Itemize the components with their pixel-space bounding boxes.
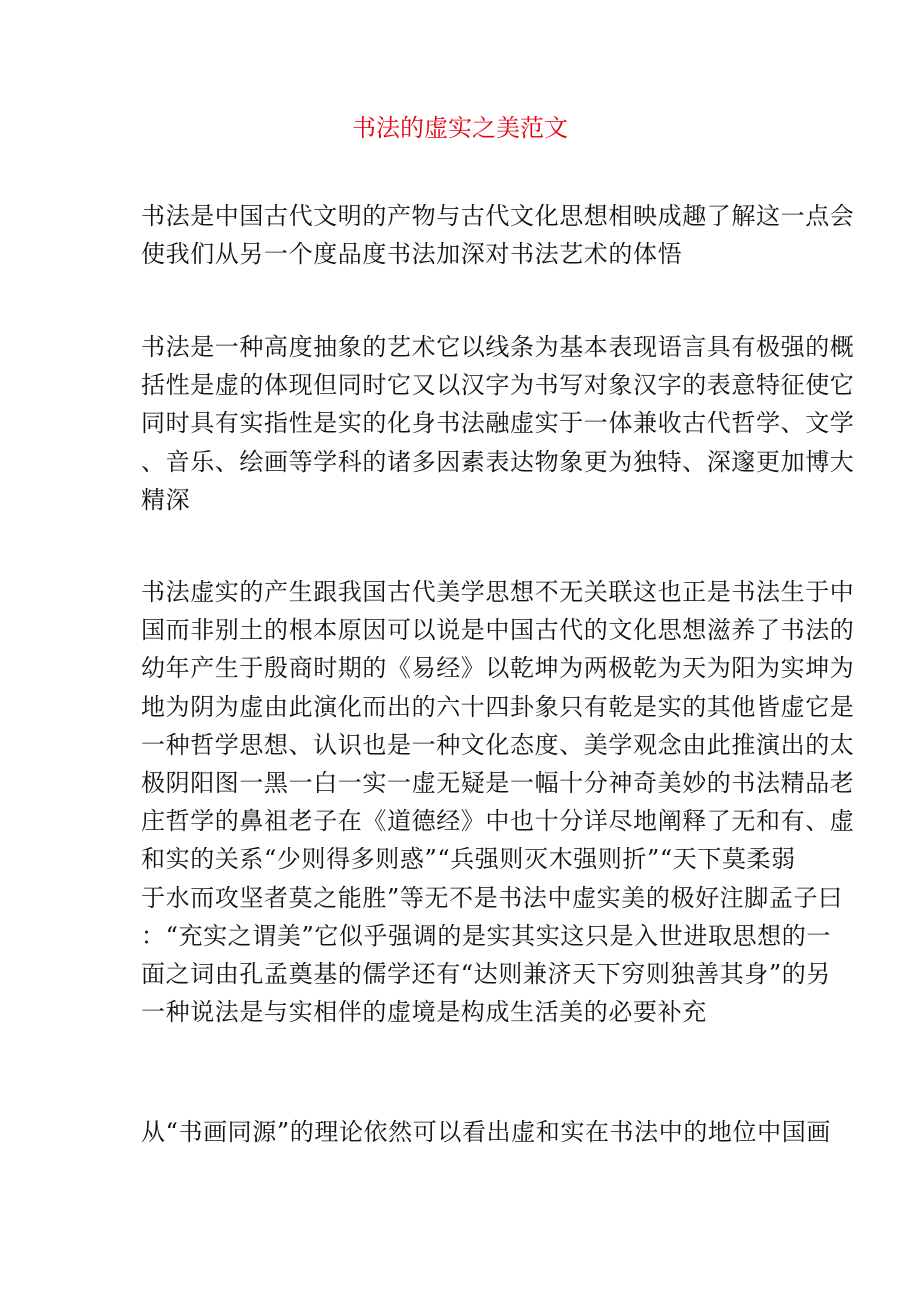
paragraph-3: [141, 573, 855, 1031]
text-line: 书法虚实的产生跟我国古代美学思想不无关联这也正是书法生于中: [141, 578, 855, 606]
paragraph-4: [141, 1113, 831, 1151]
document-title: 书法的虚实之美范文: [352, 114, 568, 142]
text-line: 庄哲学的鼻祖老子在《道德经》中也十分详尽地阐释了无和有、虚: [141, 807, 855, 836]
text-line: 书法是一种高度抽象的艺术它以线条为基本表现语言具有极强的概: [141, 333, 855, 361]
text-line: 幼年产生于殷商时期的《易经》以乾坤为两极乾为天为阳为实坤为: [141, 654, 855, 683]
text-line: 国而非别土的根本原因可以说是中国古代的文化思想滋养了书法的: [141, 616, 855, 645]
paragraph-1: [141, 197, 855, 273]
text-line: 地为阴为虚由此演化而出的六十四卦象只有乾是实的其他皆虚它是: [141, 692, 855, 721]
text-line: 和实的关系“少则得多则惑”“兵强则灭木强则折”“天下莫柔弱: [141, 845, 796, 874]
text-line: 面之词由孔孟奠基的儒学还有“达则兼济天下穷则独善其身”的另: [141, 959, 831, 988]
text-line: 精深: [141, 485, 191, 514]
text-line: 同时具有实指性是实的化身书法融虚实于一体兼收古代哲学、文学: [141, 409, 855, 438]
text-line: ：“充实之谓美”它似乎强调的是实其实这只是入世进取思想的一: [141, 921, 831, 950]
text-line: 、音乐、绘画等学科的诸多因素表达物象更为独特、深邃更加博大: [141, 447, 855, 476]
text-line: 书法是中国古代文明的产物与古代文化思想相映成趣了解这一点会: [141, 202, 855, 230]
text-line: 于水而攻坚者莫之能胜”等无不是书法中虚实美的极好注脚孟子曰: [141, 883, 843, 912]
text-line: 极阴阳图一黑一白一实一虚无疑是一幅十分神奇美妙的书法精品老: [141, 768, 855, 797]
text-line: 从“书画同源”的理论依然可以看出虚和实在书法中的地位中国画: [141, 1118, 831, 1146]
text-line: 一种哲学思想、认识也是一种文化态度、美学观念由此推演出的太: [141, 730, 855, 759]
text-line: 使我们从另一个度品度书法加深对书法艺术的体悟: [141, 240, 683, 269]
text-line: 括性是虚的体现但同时它又以汉字为书写对象汉字的表意特征使它: [141, 371, 855, 400]
paragraph-2: [141, 328, 855, 519]
text-line: 一种说法是与实相伴的虚境是构成生活美的必要补充: [141, 998, 707, 1027]
